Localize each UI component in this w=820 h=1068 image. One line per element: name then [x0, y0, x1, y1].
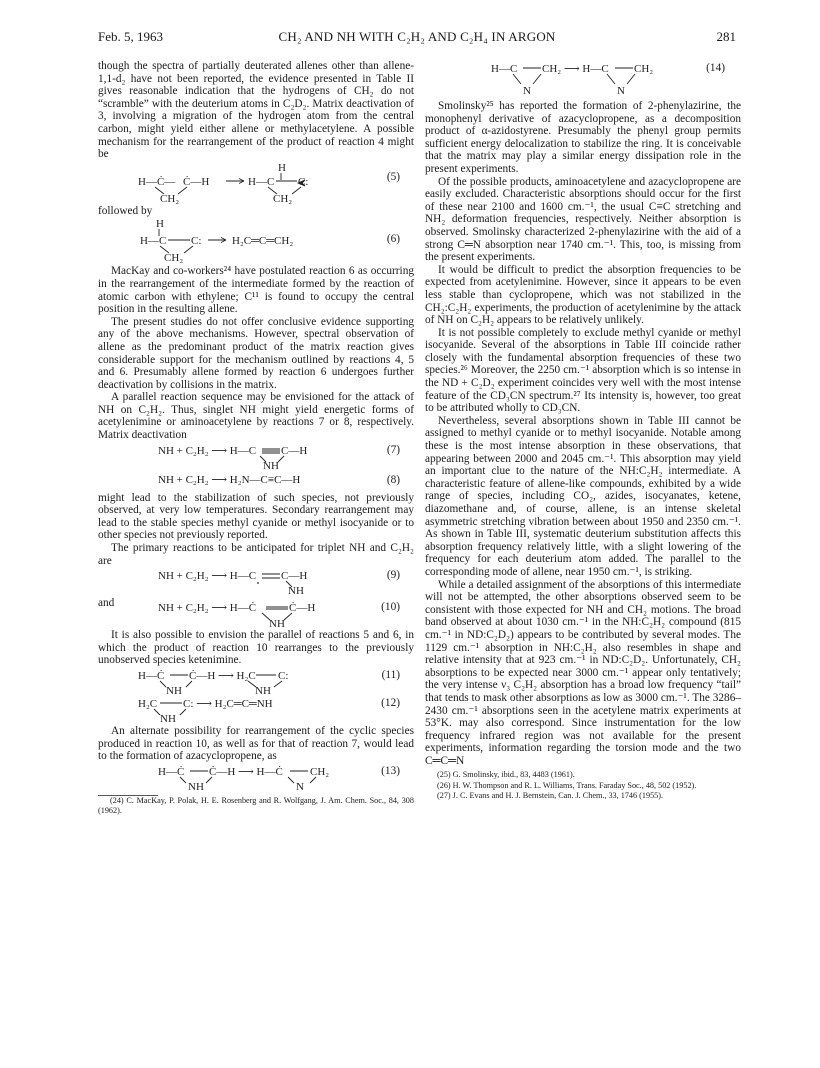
svg-text:H—Ċ: H—Ċ: [158, 765, 185, 778]
svg-text:NH + C₂H₂ ⟶ H—C: NH + C₂H₂ ⟶ H—C: [158, 444, 257, 457]
svg-text:N: N: [523, 85, 531, 97]
structure-diagram: [425, 62, 741, 98]
equation-number: (13): [381, 764, 400, 777]
svg-text:NH: NH: [269, 618, 285, 631]
equation-number: (14): [706, 62, 725, 74]
svg-text:CH₂ ⟶ H—C: CH₂ ⟶ H—C: [542, 63, 609, 75]
svg-text:Ċ—H ⟶ H₂C: Ċ—H ⟶ H₂C: [189, 670, 256, 682]
svg-text:NH: NH: [188, 780, 204, 793]
svg-text:C:: C:: [191, 235, 202, 248]
svg-text:N: N: [296, 780, 304, 793]
equation-number: (9): [386, 569, 400, 582]
header-date: Feb. 5, 1963: [98, 29, 163, 44]
structure-diagram: [98, 669, 414, 695]
svg-text:CH₂: CH₂: [310, 765, 330, 778]
paragraph: The primary reactions to be anticipated for triplet NH and C₂H₂ are: [98, 542, 414, 567]
svg-text:CH₂: CH₂: [160, 192, 180, 205]
paragraph: It would be difficult to predict the absorption frequencies to be expected from acetylenimine. However, since it appears to be even less stable than cyclopropene, which was not stabilized in the CH₂:C₂H₂ experiments, the production of acetylenimine by the attack of NH on C₂H₂ appears to be relatively unlikely.: [425, 263, 741, 327]
equation-12: [98, 697, 414, 723]
paragraph: Smolinsky²⁵ has reported the formation of 2-phenylazirine, the monophenyl derivative of azacyclopropene, as a decomposition product of α-azidostyrene. Presumably the phenyl group permits sufficient energy delocalization to stabilize the ring. It is conceivable that the matrix may play a similar energy dissipation role in the present experiments.: [425, 100, 741, 175]
structure-diagram: [98, 697, 414, 723]
equation-number: (7): [386, 443, 400, 456]
paragraph: followed by: [98, 204, 153, 217]
footnote: (24) C. MacKay, P. Polak, H. E. Rosenberg and R. Wolfgang, J. Am. Chem. Soc., 84, 308 (1962).: [98, 795, 414, 815]
equation-5: [98, 163, 414, 203]
svg-text:NH + C₂H₂ ⟶ H—Ċ: NH + C₂H₂ ⟶ H—Ċ: [158, 602, 257, 615]
svg-text:NH: NH: [160, 713, 176, 725]
svg-text:N: N: [617, 85, 625, 97]
paragraph: and: [98, 597, 115, 610]
footnotes: [98, 796, 414, 816]
svg-text:NH: NH: [255, 685, 271, 697]
paragraph: It is also possible to envision the parallel of reactions 5 and 6, in which the product of reaction 10 rearranges to the previously unobserved species ketenimine.: [98, 629, 414, 667]
equation-9: [98, 569, 414, 598]
equation-number: (5): [386, 170, 400, 183]
svg-text:C:: C:: [278, 670, 289, 682]
equation-number: (10): [381, 601, 400, 614]
equation-8: [98, 472, 414, 490]
equation-number: (6): [386, 233, 400, 246]
svg-text:C—H: C—H: [281, 444, 308, 457]
paragraph: An alternate possibility for rearrangement of the cyclic species produced in reaction 10, as well as for that of reaction 7, would lead to the formation of azacyclopropene, as: [98, 725, 414, 763]
svg-text:H—C: H—C: [491, 63, 518, 75]
equation-13: [98, 765, 414, 791]
equation-6: [98, 219, 414, 263]
svg-text:H₂C═C═CH₂: H₂C═C═CH₂: [232, 235, 294, 248]
equation-11: [98, 669, 414, 695]
svg-text:C:: C:: [298, 175, 309, 188]
svg-text:H₂C: H₂C: [138, 698, 158, 710]
svg-text:H—C: H—C: [140, 235, 167, 248]
svg-text:NH: NH: [263, 459, 279, 472]
header-title: CH₂ AND NH WITH C₂H₂ AND C₂H₄ IN ARGON: [278, 29, 556, 44]
structure-diagram: [98, 765, 414, 791]
svg-text:H—Ċ—: H—Ċ—: [138, 175, 176, 188]
svg-text:NH + C₂H₂ ⟶ H—C: NH + C₂H₂ ⟶ H—C: [158, 570, 257, 583]
svg-text:NH: NH: [288, 585, 304, 598]
equation-formula: NH + C₂H₂ ⟶ H₂N—C≡C—H: [158, 473, 301, 486]
structure-diagram: [98, 163, 414, 203]
equation-number: (11): [381, 669, 400, 681]
equation-number: (12): [381, 697, 400, 709]
svg-text:CH₂: CH₂: [634, 63, 654, 75]
paragraph: Of the possible products, aminoacetylene and azacyclopropene are easily excluded. Characteristic absorptions should occur for the first of these near 2100 and 1600 cm.⁻¹, the usual C≡C stretching and NH₂ deformation frequencies, respectively. Neither absorption is observed. Smolinsky characterized 2-phenylazirine with the aid of a strong C═N absorption near 1740 cm.⁻¹. This, too, is missing from the present experiments.: [425, 175, 741, 264]
paragraph: The present studies do not offer conclusive evidence supporting any of the above mechanisms. However, spectral observation of allene as the predominant product of the matrix reaction gives considerable support for the mechanism outlined by reactions 4, 5 and 6. Presumably allene formed by reaction 6 undergoes further deactivation by collisions in the matrix.: [98, 315, 414, 391]
paragraph: might lead to the stabilization of such species, not previously observed, at very low temperatures. Secondary rearrangement may lead to the stable species methyl cyanide or methyl isocyanide or to other species not previously reported.: [98, 491, 414, 542]
svg-text:Ċ—H ⟶ H—Ċ: Ċ—H ⟶ H—Ċ: [209, 765, 283, 778]
svg-text:H—C: H—C: [248, 175, 275, 188]
equation-10: [98, 597, 414, 631]
footnotes: [425, 770, 741, 801]
right-column: [425, 60, 741, 801]
svg-text:C: ⟶ H₂C═C═NH: C: ⟶ H₂C═C═NH: [183, 698, 273, 710]
svg-text:H—Ċ: H—Ċ: [138, 670, 165, 682]
svg-text:CH₂: CH₂: [164, 252, 184, 265]
paragraph: A parallel reaction sequence may be envisioned for the attack of NH on C₂H₂. Thus, singlet NH might yield energetic forms of acetylenimine or aminoacetylene by reactions 7 or 8, respectively. Matrix deactivation: [98, 391, 414, 442]
footnote: (27) J. C. Evans and H. J. Bernstein, Can. J. Chem., 33, 1746 (1955).: [437, 790, 664, 800]
svg-text:Ċ—H: Ċ—H: [183, 175, 210, 188]
left-column: [98, 60, 414, 816]
svg-text:Ċ—H: Ċ—H: [289, 602, 316, 615]
paragraph: MacKay and co-workers²⁴ have postulated reaction 6 as occurring in the rearrangement of the intermediate formed by the reaction of atomic carbon with ethylene; C¹¹ is found to occupy the central position in the resulting allene.: [98, 265, 414, 316]
paragraph: It is not possible completely to exclude methyl cyanide or methyl isocyanide. Several of the absorptions in Table III coincide rather closely with the fundamental absorption frequencies of these two species.²⁶ Moreover, the 2250 cm.⁻¹ absorption which is so intense in the ND + C₂D₂ experiment coincides very well with the most intense feature of the CD₃CN spectrum.²⁷ Its intensity is, however, too great to be attributed wholly to CD₃CN.: [425, 326, 741, 415]
footnote: (26) H. W. Thompson and R. L. Williams, Trans. Faraday Soc., 48, 502 (1952).: [437, 780, 697, 790]
svg-text:C—H: C—H: [281, 570, 308, 583]
structure-diagram: [98, 444, 414, 470]
paragraph: While a detailed assignment of the absorptions of this intermediate will not be attempted, the other absorptions observed seem to be consistent with those expected for NH and CH₂ motions. The broad band observed at about 1030 cm.⁻¹ in the NH:C₂H₂ compound (815 cm.⁻¹ in ND:C₂D₂) appears to be contributed by several modes. The 1129 cm.⁻¹ absorption in NH:C₂H₂ also resembles in shape and relative intensity that at 923 cm.⁻¹ in ND:C₂D₂. Unfortunately, CH₂ absorptions to be expected near 3000 cm.⁻¹ appear only tentatively; the very intense ν₃ C₂H₂ absorption has a broad low frequency “tail” that tends to mask other absorptions as low as 3000 cm.⁻¹. The 3286–2430 cm.⁻¹ absorptions seen in the acetylene matrix experiments at 53°K. may also correspond. Since instrumentation for the low frequency infrared region was not available for the present experiments, information regarding the torsion mode and the two C═C═N: [425, 578, 741, 767]
svg-text:CH₂: CH₂: [273, 192, 293, 205]
svg-text:H: H: [156, 218, 164, 231]
running-header: [98, 29, 736, 45]
equation-14: [425, 62, 741, 98]
svg-text:NH: NH: [166, 685, 182, 697]
paragraph: though the spectra of partially deuterated allenes other than allene-1,1-d₂ have not been reported, the evidence presented in Table II gives reasonable indication that the hydrogens of CH₂ do not “scramble” with the deuterium atoms in C₂D₂. Matrix deactivation of 3, involving a migration of the hydrogen atom from the central carbon, might yield either allene or methylacetylene. A possible mechanism for the rearrangement of the product of reaction 4 might be: [98, 60, 414, 161]
equation-number: (8): [386, 473, 400, 486]
structure-diagram: [98, 597, 414, 631]
paragraph: Nevertheless, several absorptions shown in Table III cannot be assigned to methyl cyanide or to methyl isocyanide. Notable among these is the most intense absorption in these observations, that appearing between 2000 and 2045 cm.⁻¹. This absorption may yield an important clue to the nature of the NH:C₂H₂ intermediate. A characteristic feature of allene-like compounds, exhibited by a wide range of species, including CO₂, azides, isocyanates, ketene, diazomethane and, of course, allene, is an intense skeletal asymmetric stretching vibration between about 1950 and 2350 cm.⁻¹. As shown in Table III, systematic deuterium substitution affects this absorption frequency relatively little, with a slight lowering of the frequency for each deuterium atom added. The parallel to the corresponding mode of allene, near 1950 cm.⁻¹, is striking.: [425, 414, 741, 578]
structure-diagram: [98, 569, 414, 598]
structure-diagram: [98, 219, 414, 263]
equation-7: [98, 444, 414, 470]
svg-text:H: H: [278, 161, 286, 174]
footnote: (25) G. Smolinsky, ibid., 83, 4483 (1961).: [437, 770, 575, 780]
page-number: 281: [716, 29, 736, 44]
